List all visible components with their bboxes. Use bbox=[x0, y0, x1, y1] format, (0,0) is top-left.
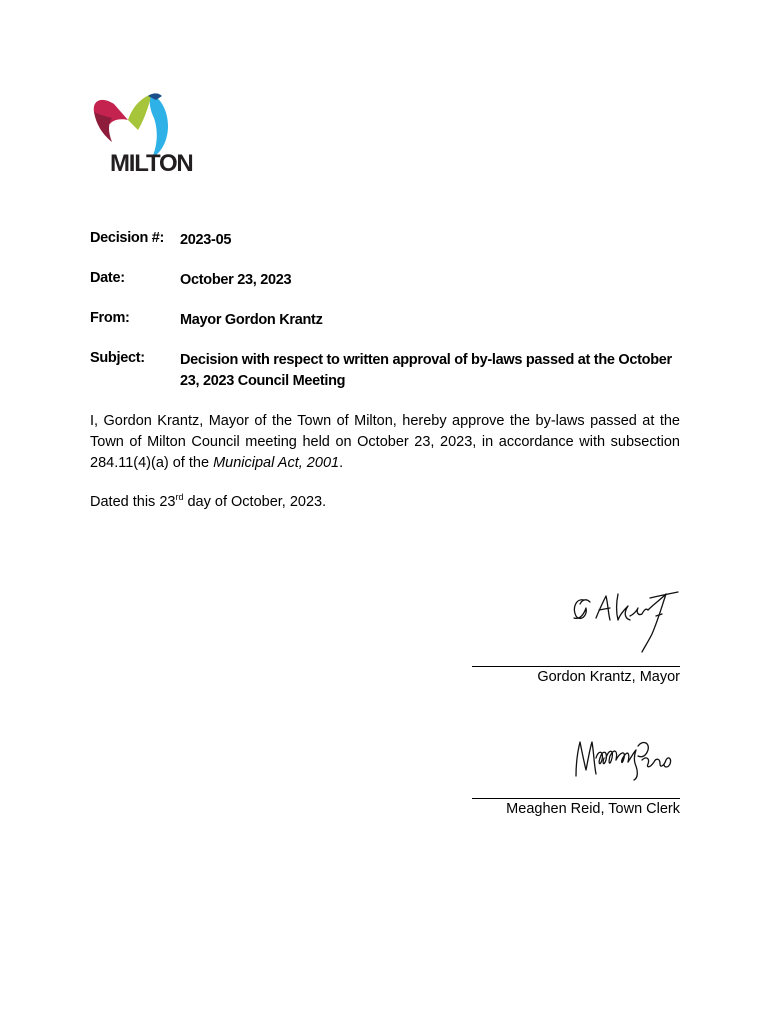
from-label: From: bbox=[90, 310, 130, 326]
date-label: Date: bbox=[90, 270, 125, 286]
mayor-signature-icon bbox=[566, 586, 684, 656]
mayor-signature-line bbox=[472, 666, 680, 667]
decision-value: 2023-05 bbox=[180, 232, 232, 248]
milton-logo bbox=[88, 90, 212, 182]
dated-suffix: day of October, 2023. bbox=[183, 494, 327, 510]
clerk-name: Meaghen Reid, Town Clerk bbox=[506, 801, 680, 817]
dated-ordinal: rd bbox=[175, 492, 184, 502]
dated-prefix: Dated this 23 bbox=[90, 494, 176, 510]
act-name: Municipal Act, 2001 bbox=[213, 455, 340, 471]
mayor-name: Gordon Krantz, Mayor bbox=[537, 669, 680, 685]
dated-line bbox=[90, 492, 326, 510]
subject-label: Subject: bbox=[90, 350, 145, 366]
date-value: October 23, 2023 bbox=[180, 272, 292, 288]
clerk-signature-line bbox=[472, 798, 680, 799]
paragraph-suffix: . bbox=[339, 455, 344, 471]
clerk-signature-icon bbox=[572, 736, 680, 784]
subject-value: Decision with respect to written approval of by-laws passed at the October 23, 2023 Council Meeting bbox=[180, 352, 672, 389]
from-value: Mayor Gordon Krantz bbox=[180, 312, 323, 328]
decision-label: Decision #: bbox=[90, 230, 165, 246]
paragraph-prefix: I, Gordon Krantz, Mayor of the Town of Milton, hereby approve the by-laws passed at the Town of Milton Council meeting held on October 23, 2023, in accordance with subsection 284.11(4)(a) of the bbox=[90, 413, 680, 471]
approval-paragraph bbox=[90, 411, 680, 474]
logo-wordmark: MILTON bbox=[110, 150, 193, 177]
